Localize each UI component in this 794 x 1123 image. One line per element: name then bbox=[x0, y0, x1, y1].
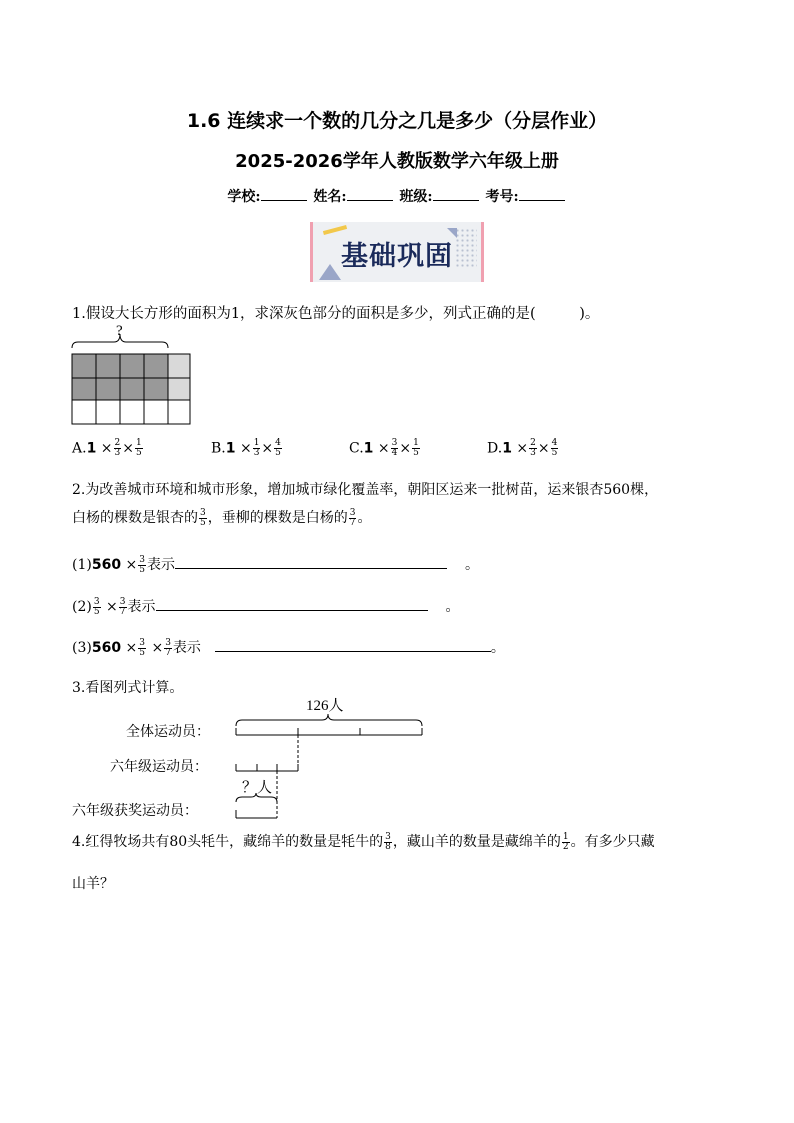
sub2-prefix: (2) bbox=[72, 599, 92, 615]
times-sign: × bbox=[106, 599, 118, 615]
fraction: $\frac{1}{3}$ bbox=[253, 438, 260, 458]
q3-total-brace bbox=[236, 714, 422, 726]
fraction-3-7: $\frac{3}{7}$ bbox=[165, 637, 171, 658]
q3-unknown-label: ？人 bbox=[242, 780, 273, 796]
times-sign: × bbox=[377, 440, 390, 457]
fraction-3-5: $\frac{3}{5}$ bbox=[139, 554, 145, 575]
q1-option-b[interactable] bbox=[211, 439, 283, 458]
times-sign: × bbox=[399, 440, 412, 457]
q3-line-diagram bbox=[228, 694, 428, 820]
q2-sub1 bbox=[72, 554, 479, 575]
q2-sub2 bbox=[72, 596, 460, 617]
fraction: $\frac{3}{4}$ bbox=[391, 438, 398, 458]
fraction: $\frac{1}{5}$ bbox=[135, 438, 142, 458]
fraction-3-5: $\frac{3}{5}$ bbox=[139, 637, 145, 658]
q1-brace-label: ? bbox=[116, 323, 123, 339]
q3-row-all-label: 全体运动员： bbox=[126, 724, 210, 740]
exam-no-blank[interactable] bbox=[519, 186, 565, 201]
q1-option-d[interactable] bbox=[487, 439, 559, 458]
question-3-text: 3.看图列式计算。 bbox=[72, 680, 184, 696]
option-c-integer: 1 bbox=[363, 440, 374, 457]
option-d-prefix: D. bbox=[487, 440, 503, 457]
question-4-line2: 山羊？ bbox=[72, 876, 114, 892]
times-sign: × bbox=[125, 557, 138, 573]
fraction: $\frac{2}{3}$ bbox=[114, 438, 121, 458]
option-c-prefix: C. bbox=[349, 440, 364, 457]
class-label: 班级: bbox=[399, 189, 433, 205]
name-label: 姓名: bbox=[313, 189, 347, 205]
class-blank[interactable] bbox=[433, 186, 479, 201]
option-a-prefix: A. bbox=[72, 440, 87, 457]
sub2-tail: 表示 bbox=[127, 599, 156, 615]
q3-row-grade6-label: 六年级运动员： bbox=[110, 759, 208, 775]
option-b-integer: 1 bbox=[225, 440, 236, 457]
times-sign: × bbox=[122, 440, 134, 457]
q4-text-a: 4.红得牧场共有80头牦牛，藏绵羊的数量是牦牛的 bbox=[72, 834, 384, 850]
fraction: $\frac{2}{3}$ bbox=[530, 438, 536, 458]
sub1-answer-blank[interactable] bbox=[175, 554, 447, 569]
name-blank[interactable] bbox=[347, 186, 393, 201]
times-sign: × bbox=[516, 440, 529, 457]
times-sign: × bbox=[537, 440, 550, 457]
exam-no-label: 考号: bbox=[485, 189, 519, 205]
section-banner bbox=[310, 222, 484, 282]
banner-label: 基础巩固 bbox=[341, 241, 453, 272]
q4-text-c: 。有多少只藏 bbox=[570, 834, 655, 850]
option-b-prefix: B. bbox=[211, 440, 226, 457]
sub2-period: 。 bbox=[445, 599, 460, 615]
times-sign: × bbox=[239, 440, 252, 457]
q2-text-b: ，垂柳的棵数是白杨的 bbox=[207, 510, 348, 526]
q3-total-label: 126人 bbox=[306, 698, 344, 714]
sub3-number: 560 bbox=[91, 640, 122, 656]
fraction-3-8: $\frac{3}{8}$ bbox=[385, 831, 391, 852]
question-1-text: 1.假设大长方形的面积为1，求深灰色部分的面积是多少，列式正确的是( )。 bbox=[72, 306, 600, 322]
q1-option-a[interactable] bbox=[72, 439, 144, 458]
times-sign: × bbox=[261, 440, 274, 457]
question-2-line2 bbox=[72, 508, 371, 528]
q2-text-c: 。 bbox=[357, 510, 372, 526]
page-subtitle: 2025-2026学年人教版数学六年级上册 bbox=[235, 151, 559, 172]
option-d-integer: 1 bbox=[502, 440, 512, 457]
option-a-integer: 1 bbox=[86, 440, 97, 457]
student-info bbox=[0, 186, 794, 206]
sub1-tail: 表示 bbox=[147, 557, 175, 573]
fraction-3-7: $\frac{3}{7}$ bbox=[119, 596, 126, 617]
sub1-prefix: (1) bbox=[72, 557, 92, 573]
q1-grid-bottom-row bbox=[68, 399, 194, 425]
fraction: $\frac{4}{5}$ bbox=[551, 438, 558, 458]
q2-text-a: 白杨的棵数是银杏的 bbox=[72, 510, 198, 526]
q1-option-c[interactable] bbox=[349, 439, 421, 458]
q1-grid bbox=[72, 354, 190, 400]
sub3-prefix: (3) bbox=[72, 640, 92, 656]
fraction-3-5: $\frac{3}{5}$ bbox=[200, 507, 206, 528]
school-label: 学校: bbox=[227, 189, 261, 205]
times-sign: × bbox=[100, 440, 113, 457]
times-sign: × bbox=[125, 640, 138, 656]
times-sign: × bbox=[151, 640, 164, 656]
page-title: 1.6 连续求一个数的几分之几是多少（分层作业） bbox=[186, 110, 608, 132]
fraction-3-7: $\frac{3}{7}$ bbox=[349, 507, 356, 528]
sub3-tail: 表示 bbox=[172, 640, 201, 656]
sub1-number: 560 bbox=[91, 557, 122, 573]
fraction: $\frac{4}{5}$ bbox=[275, 438, 281, 458]
sub3-answer-blank[interactable] bbox=[215, 637, 491, 652]
q1-rectangle-diagram bbox=[68, 322, 194, 400]
question-4-line1 bbox=[72, 832, 655, 852]
fraction-3-5: $\frac{3}{5}$ bbox=[93, 596, 100, 617]
sub2-answer-blank[interactable] bbox=[156, 596, 428, 611]
sub3-period: 。 bbox=[490, 640, 505, 656]
q4-text-b: ，藏山羊的数量是藏绵羊的 bbox=[392, 834, 561, 850]
fraction-1-2: $\frac{1}{2}$ bbox=[562, 831, 569, 852]
question-2-line1: 2.为改善城市环境和城市形象，增加城市绿化覆盖率，朝阳区运来一批树苗，运来银杏560棵， bbox=[72, 482, 659, 498]
sub1-period: 。 bbox=[465, 557, 479, 573]
fraction: $\frac{1}{5}$ bbox=[413, 438, 419, 458]
q2-sub3 bbox=[72, 637, 505, 658]
school-blank[interactable] bbox=[261, 186, 307, 201]
q3-row-award-label: 六年级获奖运动员： bbox=[72, 803, 198, 819]
